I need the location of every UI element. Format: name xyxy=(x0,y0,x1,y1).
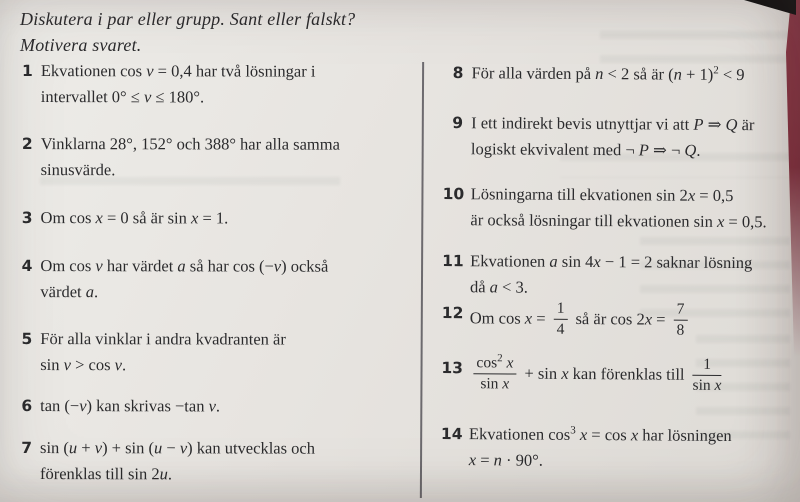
instruction-heading xyxy=(20,6,355,58)
fraction: $\frac{\cos^2 x}{\text{sin x}}$ xyxy=(473,354,516,393)
problem-text-line: logiskt ekvivalent med ¬ P ⇒ ¬ Q. xyxy=(470,138,701,160)
problem-6 xyxy=(17,393,220,419)
problem-text-line: sin (u + v) + sin (u − v) kan utvecklas och xyxy=(40,438,316,458)
problem-text-line: För alla vinklar i andra kvadranten är xyxy=(40,329,286,349)
problem-number: 9 xyxy=(452,114,464,133)
problem-number: 13 xyxy=(441,358,464,378)
problem-text-line: värdet a. xyxy=(40,281,99,301)
problem-text-line: Ekvationen $\cos^3 x = \cos x$ har lösningen xyxy=(468,424,732,446)
problem-text-line: Om cos v har värdet a så har cos (−v) också xyxy=(40,256,329,276)
problem-10 xyxy=(442,181,767,234)
problem-number: 7 xyxy=(21,439,33,458)
problem-text-line: sinusvärde. xyxy=(40,159,116,179)
problem-12 xyxy=(442,300,692,340)
problem-14 xyxy=(441,421,732,474)
problem-text-line: förenklas till sin 2u. xyxy=(39,463,173,483)
problem-text xyxy=(40,435,315,487)
column-divider xyxy=(420,62,424,498)
problem-text-line: Vinklarna 28°, 152° och 388° har alla samma xyxy=(40,134,340,154)
instruction-line-2: Motivera svaret. xyxy=(20,35,142,55)
problem-number: 8 xyxy=(452,64,464,83)
problem-1 xyxy=(18,58,316,110)
fraction: $\frac{1}{\text{sin x}}$ xyxy=(692,355,722,394)
problem-text-line: $\frac{\cos^2 x}{\text{sin x}}$ + sin x kan förenklas till $\frac{1}{\text{sin x}}$ xyxy=(469,355,725,395)
problem-text-line: Ekvationen cos v = 0,4 har två lösningar i xyxy=(40,61,316,81)
problem-8 xyxy=(443,60,744,88)
problem-7 xyxy=(17,435,315,487)
problem-number: 11 xyxy=(442,251,464,271)
problem-number: 12 xyxy=(441,303,464,323)
problem-number: 3 xyxy=(21,209,33,228)
problem-number: 14 xyxy=(440,424,463,444)
problem-text xyxy=(41,205,229,231)
problem-text xyxy=(470,181,767,234)
problem-9 xyxy=(443,110,755,163)
problem-text xyxy=(470,248,752,301)
photo-background-corner xyxy=(744,0,796,15)
problem-number: 2 xyxy=(21,135,33,154)
problem-text-line: då a < 3. xyxy=(469,276,528,297)
problem-13 xyxy=(441,352,725,396)
fraction: $\frac{1}{4}$ xyxy=(554,300,568,339)
problem-5 xyxy=(17,326,286,378)
problem-text-line: intervallet 0° ≤ v ≤ 180°. xyxy=(40,86,205,106)
problem-text-line: Om cos x = $\frac{1}{4}$ så är cos 2x = $\frac{7}{8}$ xyxy=(470,300,692,340)
problem-text xyxy=(41,131,340,183)
problem-text-line: x = n · 90°. xyxy=(468,449,543,470)
problem-number: 1 xyxy=(22,62,33,81)
problem-text xyxy=(471,110,755,163)
instruction-line-1: Diskutera i par eller grupp. Sant eller falskt? xyxy=(20,9,356,29)
problem-text xyxy=(469,421,732,474)
problem-number: 4 xyxy=(21,257,33,276)
problem-text-line: tan (−v) kan skrivas −tan v. xyxy=(40,396,221,416)
problem-2 xyxy=(18,131,340,183)
problem-text xyxy=(41,58,316,110)
problem-text xyxy=(40,253,328,305)
problem-text xyxy=(471,60,744,87)
problem-text xyxy=(40,393,220,419)
problem-text-line: sin v > cos v. xyxy=(40,354,127,374)
problem-4 xyxy=(17,253,328,305)
problem-11 xyxy=(442,248,752,301)
problem-number: 6 xyxy=(21,397,33,416)
problem-text-line: I ett indirekt bevis utnyttjar vi att P ⇒ Q är xyxy=(471,113,755,135)
problem-column-right xyxy=(440,0,796,470)
book-edge-maroon xyxy=(786,0,800,372)
problem-text-line: Om cos x = 0 så är sin x = 1. xyxy=(40,208,229,228)
problem-text-line: Ekvationen a sin 4x − 1 = 2 saknar lösning xyxy=(470,251,753,273)
problem-number: 5 xyxy=(21,330,33,349)
fraction: $\frac{7}{8}$ xyxy=(673,301,687,340)
problem-text-line: För alla värden på n < 2 så är $(n + 1)^2 < 9$ xyxy=(471,63,745,85)
problem-3 xyxy=(18,205,229,231)
problem-text xyxy=(470,300,692,340)
problem-text xyxy=(40,326,286,378)
problem-text xyxy=(469,352,725,395)
problem-text-line: är också lösningar till ekvationen sin x = 0,5. xyxy=(470,209,767,231)
problem-text-line: Lösningarna till ekvationen sin 2x = 0,5 xyxy=(470,184,734,206)
problem-number: 10 xyxy=(442,184,465,204)
